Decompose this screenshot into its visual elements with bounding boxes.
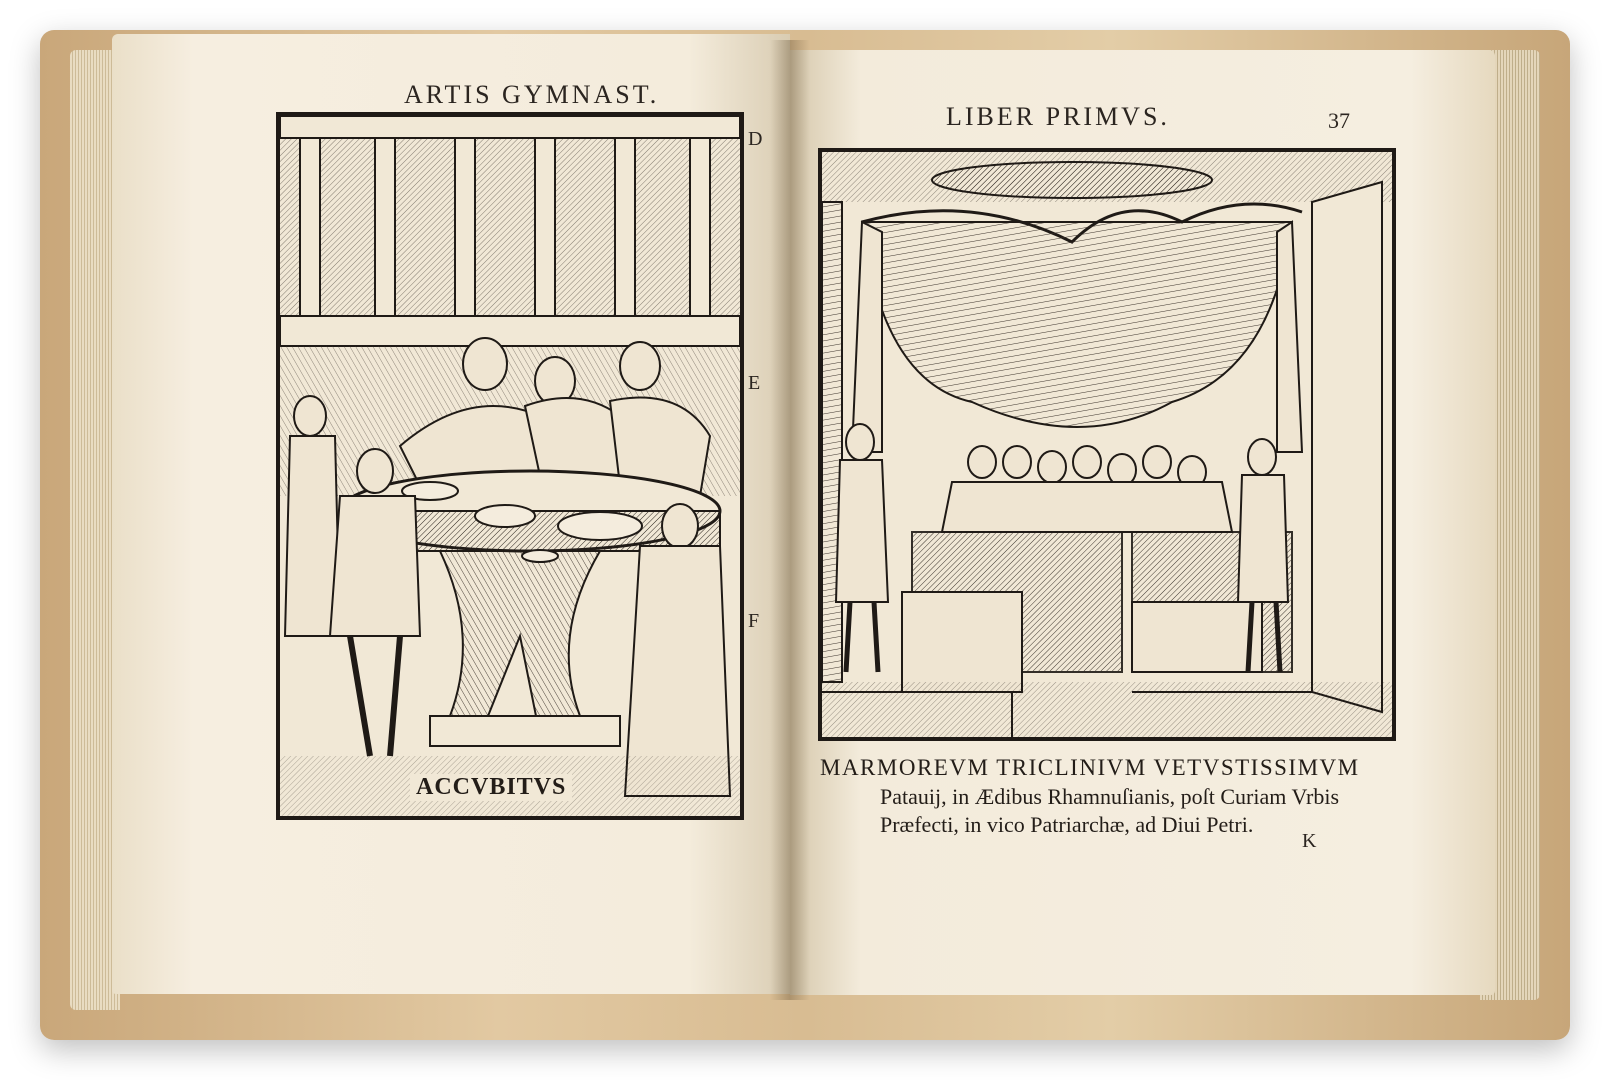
caption-line-1: MARMOREVM TRICLINIVM VETVSTISSIMVM <box>820 755 1360 780</box>
left-running-head: ARTIS GYMNAST. <box>404 80 660 109</box>
margin-letter-k: K <box>1302 830 1317 852</box>
caption-line-2: Patauij, in Ædibus Rhamnuſianis, poſt Curiam Vrbis <box>880 784 1340 809</box>
woodcut-label: ACCVBITVS <box>410 774 572 801</box>
margin-letter-d: D <box>748 128 763 150</box>
margin-letter-f: F <box>748 610 760 632</box>
page-number: 37 <box>1328 108 1350 133</box>
margin-letter-e: E <box>748 372 761 394</box>
woodcut-accubitus-illustration <box>280 116 740 816</box>
book-gutter <box>770 40 810 1000</box>
woodcut-triclinium <box>818 148 1396 741</box>
woodcut-triclinium-illustration <box>822 152 1392 737</box>
right-running-head: LIBER PRIMVS. <box>946 102 1170 131</box>
woodcut-accubitus <box>276 112 744 820</box>
caption-line-3: Præfecti, in vico Patriarchæ, ad Diui Petri. <box>880 812 1254 837</box>
